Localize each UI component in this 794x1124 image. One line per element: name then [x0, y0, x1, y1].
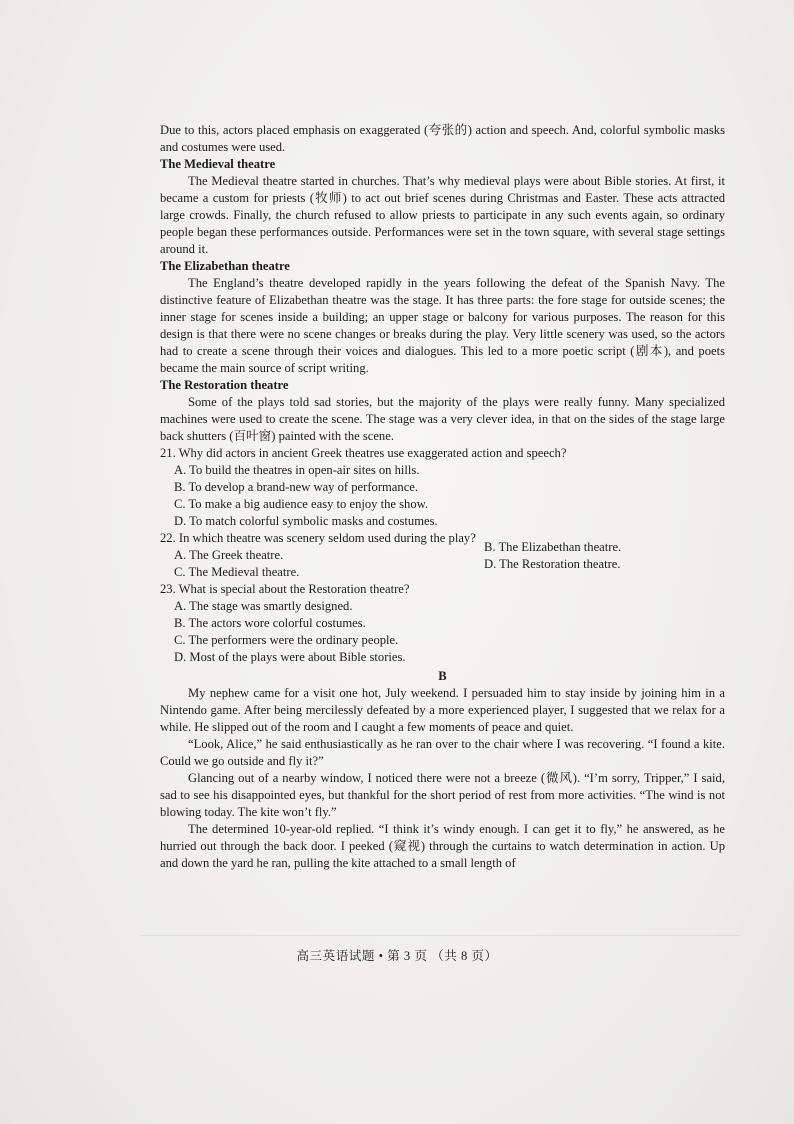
question-22-option-a: A. The Greek theatre. [174, 548, 284, 562]
question-22-option-c: C. The Medieval theatre. [174, 565, 300, 579]
medieval-heading: The Medieval theatre [160, 157, 276, 171]
medieval-paragraph: The Medieval theatre started in churches. That’s why medieval plays were about Bible stories. At first, it became a custom for priests (牧师) to act out brief scenes during Christmas and Easter. These acts attracted large crowds. Finally, the church refused to allow priests to participate in any such events again, so ordinary people began these performances outside. Performances were set in the town square, with several stage settings around it. [160, 174, 725, 256]
question-22-options-row-1 [160, 540, 725, 564]
elizabethan-heading: The Elizabethan theatre [160, 259, 290, 273]
page-content [160, 122, 725, 872]
question-23-option-d: D. Most of the plays were about Bible stories. [174, 650, 406, 664]
section-b-label: B [438, 669, 447, 683]
restoration-heading: The Restoration theatre [160, 378, 289, 392]
section-b-paragraph-1: My nephew came for a visit one hot, July weekend. I persuaded him to stay inside by joining him in a Nintendo game. After being mercilessly defeated by a more experienced player, I suggested that we relax for a while. He slipped out of the room and I caught a few moments of peace and quiet. [160, 686, 725, 734]
question-22-option-d: D. The Restoration theatre. [484, 557, 621, 571]
elizabethan-paragraph: The England’s theatre developed rapidly in the years following the defeat of the Spanish Navy. The distinctive feature of Elizabethan theatre was the stage. It has three parts: the fore stage for outside scenes; the inner stage for scenes inside a building; an upper stage or balcony for various purposes. The reason for this design is that there were no scene changes or breaks during the play. Very little scenery was used, so the actors had to create a scene through their voices and dialogues. This led to a more poetic script (剧本), and poets became the main source of script writing. [160, 276, 725, 375]
question-21-stem: 21. Why did actors in ancient Greek theatres use exaggerated action and speech? [160, 446, 567, 460]
restoration-paragraph: Some of the plays told sad stories, but the majority of the plays were really funny. Many specialized machines were used to create the scene. The stage was a very clever idea, in that on the sides of the stage large back shutters (百叶窗) painted with the scene. [160, 395, 725, 443]
question-23-option-c: C. The performers were the ordinary people. [174, 633, 399, 647]
question-23-option-b: B. The actors wore colorful costumes. [174, 616, 366, 630]
question-21-option-d: D. To match colorful symbolic masks and costumes. [174, 514, 438, 528]
intro-paragraph: Due to this, actors placed emphasis on exaggerated (夸张的) action and speech. And, colorful symbolic masks and costumes were used. [160, 123, 725, 154]
page-footer: 高三英语试题 • 第 3 页 （共 8 页） [296, 949, 498, 963]
question-21-option-a: A. To build the theatres in open-air sites on hills. [174, 463, 420, 477]
question-21-option-b: B. To develop a brand-new way of performance. [174, 480, 419, 494]
question-22-options-row-2 [160, 557, 725, 581]
question-23-stem: 23. What is special about the Restoration theatre? [160, 582, 410, 596]
section-b-paragraph-3: Glancing out of a nearby window, I noticed there were not a breeze (微风). “I’m sorry, Tripper,” I said, sad to see his disappointed eyes, but thankful for the short period of rest from more activities. “The wind is not blowing today. The kite won’t fly.” [160, 771, 725, 819]
question-23-option-a: A. The stage was smartly designed. [174, 599, 353, 613]
question-22-option-b: B. The Elizabethan theatre. [484, 540, 622, 554]
section-b-paragraph-2: “Look, Alice,” he said enthusiastically as he ran over to the chair where I was recovering. “I found a kite. Could we go outside and fly it?” [160, 737, 725, 768]
question-21-option-c: C. To make a big audience easy to enjoy the show. [174, 497, 429, 511]
question-22-stem: 22. In which theatre was scenery seldom used during the play? [160, 531, 476, 545]
footer-divider [140, 935, 740, 936]
section-b-paragraph-4: The determined 10-year-old replied. “I think it’s windy enough. I can get it to fly,” he answered, as he hurried out through the back door. I peeked (窥视) through the curtains to watch determination in action. Up and down the yard he ran, pulling the kite attached to a small length of [160, 822, 725, 870]
